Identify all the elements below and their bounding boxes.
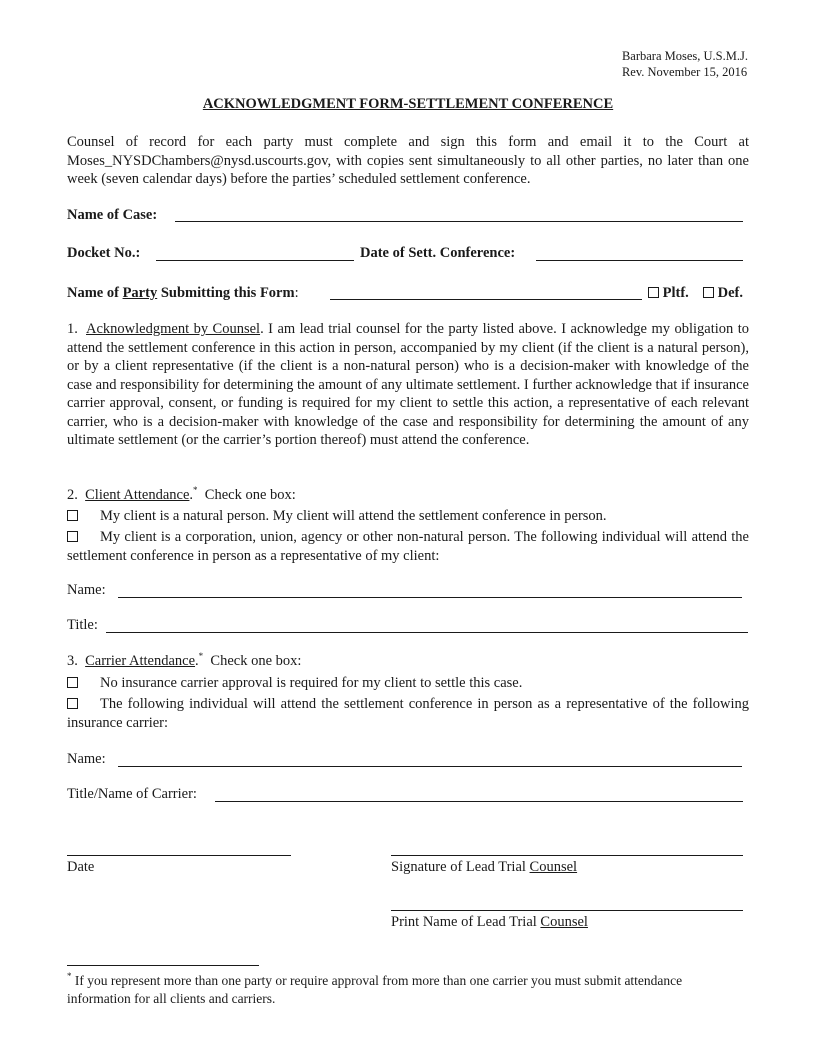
print-name-label-prefix: Print Name of Lead Trial <box>391 914 541 930</box>
plaintiff-option[interactable] <box>648 284 689 302</box>
footnote <box>67 972 749 1007</box>
section-2-heading: Client Attendance <box>85 487 190 503</box>
client-non-natural-text: My client is a corporation, union, agency or other non-natural person. The following individual will attend the settlement conference in person as a representative of my client: <box>67 529 749 564</box>
print-name-label-word: Counsel <box>540 914 588 930</box>
section-3-instruction: Check one box: <box>210 653 302 669</box>
section-3-heading-line: 3. Carrier Attendance.* Check one box: <box>67 651 302 669</box>
party-submitting-field[interactable] <box>330 299 642 300</box>
section-1-number: 1. <box>67 321 78 337</box>
carrier-none-text: No insurance carrier approval is required for my client to settle this case. <box>100 675 523 691</box>
carrier-none-checkbox[interactable] <box>67 677 78 688</box>
section-1-acknowledgment <box>67 320 749 450</box>
client-option-natural <box>67 507 749 526</box>
party-label-prefix: Name of <box>67 285 123 301</box>
carrier-name-field[interactable] <box>215 801 743 802</box>
name-of-case-field[interactable] <box>175 221 743 222</box>
party-label-colon: : <box>294 285 299 301</box>
section-1-text: . I am lead trial counsel for the party listed above. I acknowledge my obligation to attend the settlement conference in this action in person, accompanied by my client (if the client is a natural person), or by a client representative (if the client is a non-natural person) who is a decision-maker with knowledge of the case and responsibility for determining the amount of any ultimate settlement. I further acknowledge that if insurance carrier approval, consent, or funding is required for my client to settle this action, a representative of each relevant carrier, who is a decision-maker with knowledge of the case and responsibility for determining the amount of any ultimate settlement (or the carrier’s portion thereof) must attend the conference. <box>67 321 749 448</box>
footnote-mark: * <box>67 971 72 981</box>
carrier-option-none <box>67 674 749 693</box>
intro-paragraph: Counsel of record for each party must complete and sign this form and email it to the Court at Moses_NYSDChambers@nysd.uscourts.gov, with copies sent simultaneously to all other parties, no later than one week (seven calendar days) before the parties’ scheduled settlement conference. <box>67 134 749 187</box>
defendant-checkbox[interactable] <box>703 287 714 298</box>
counsel-signature-line[interactable] <box>391 855 743 856</box>
print-name-label <box>391 913 588 931</box>
client-rep-name-field[interactable] <box>118 597 742 598</box>
date-signature-line[interactable] <box>67 855 291 856</box>
section-3-number: 3. <box>67 653 78 669</box>
client-option-non-natural <box>67 528 749 565</box>
client-rep-title-field[interactable] <box>106 632 748 633</box>
signature-label-word: Counsel <box>529 859 578 875</box>
docket-no-field[interactable] <box>156 260 354 261</box>
client-rep-title-label: Title: <box>67 617 98 633</box>
client-non-natural-checkbox[interactable] <box>67 531 78 542</box>
section-2-instruction: Check one box: <box>204 487 296 503</box>
docket-no-label: Docket No.: <box>67 245 141 261</box>
defendant-label: Def. <box>717 285 743 301</box>
carrier-rep-text: The following individual will attend the settlement conference in person as a representative of the following insurance carrier: <box>67 696 749 731</box>
revision-date: Rev. November 15, 2016 <box>621 65 748 79</box>
date-sett-conference-field[interactable] <box>536 260 743 261</box>
party-label-suffix: Submitting this Form <box>157 285 295 301</box>
carrier-option-representative <box>67 695 749 732</box>
plaintiff-checkbox[interactable] <box>648 287 659 298</box>
client-natural-text: My client is a natural person. My client will attend the settlement conference in person. <box>100 508 607 524</box>
section-3-asterisk: * <box>198 651 204 661</box>
section-2-asterisk: * <box>193 485 198 495</box>
footnote-text: If you represent more than one party or require approval from more than one carrier you must submit attendance information for all clients and carriers. <box>67 973 683 1006</box>
defendant-option[interactable] <box>703 284 743 302</box>
carrier-name-label: Title/Name of Carrier: <box>67 786 197 802</box>
judge-name: Barbara Moses, U.S.M.J. <box>621 49 748 63</box>
client-natural-checkbox[interactable] <box>67 510 78 521</box>
signature-label-prefix: Signature of Lead Trial <box>391 859 530 875</box>
party-label-word: Party <box>122 285 158 301</box>
print-name-line[interactable] <box>391 910 743 911</box>
carrier-rep-checkbox[interactable] <box>67 698 78 709</box>
name-of-case-label: Name of Case: <box>67 207 158 223</box>
client-rep-name-label: Name: <box>67 582 106 598</box>
section-3-heading: Carrier Attendance <box>85 653 196 669</box>
signature-label <box>391 858 577 876</box>
carrier-rep-name-field[interactable] <box>118 766 742 767</box>
footnote-separator <box>67 965 259 966</box>
section-1-heading: Acknowledgment by Counsel <box>86 321 261 337</box>
section-2-heading-line: 2. Client Attendance.* Check one box: <box>67 485 296 503</box>
carrier-rep-name-label: Name: <box>67 751 106 767</box>
date-label: Date <box>67 859 95 875</box>
section-2-number: 2. <box>67 487 78 503</box>
party-submitting-label <box>67 284 299 302</box>
date-sett-conference-label: Date of Sett. Conference: <box>360 245 516 261</box>
plaintiff-label: Pltf. <box>662 285 689 301</box>
form-title: ACKNOWLEDGMENT FORM-SETTLEMENT CONFERENCE <box>202 96 614 112</box>
judge-header <box>622 48 748 80</box>
